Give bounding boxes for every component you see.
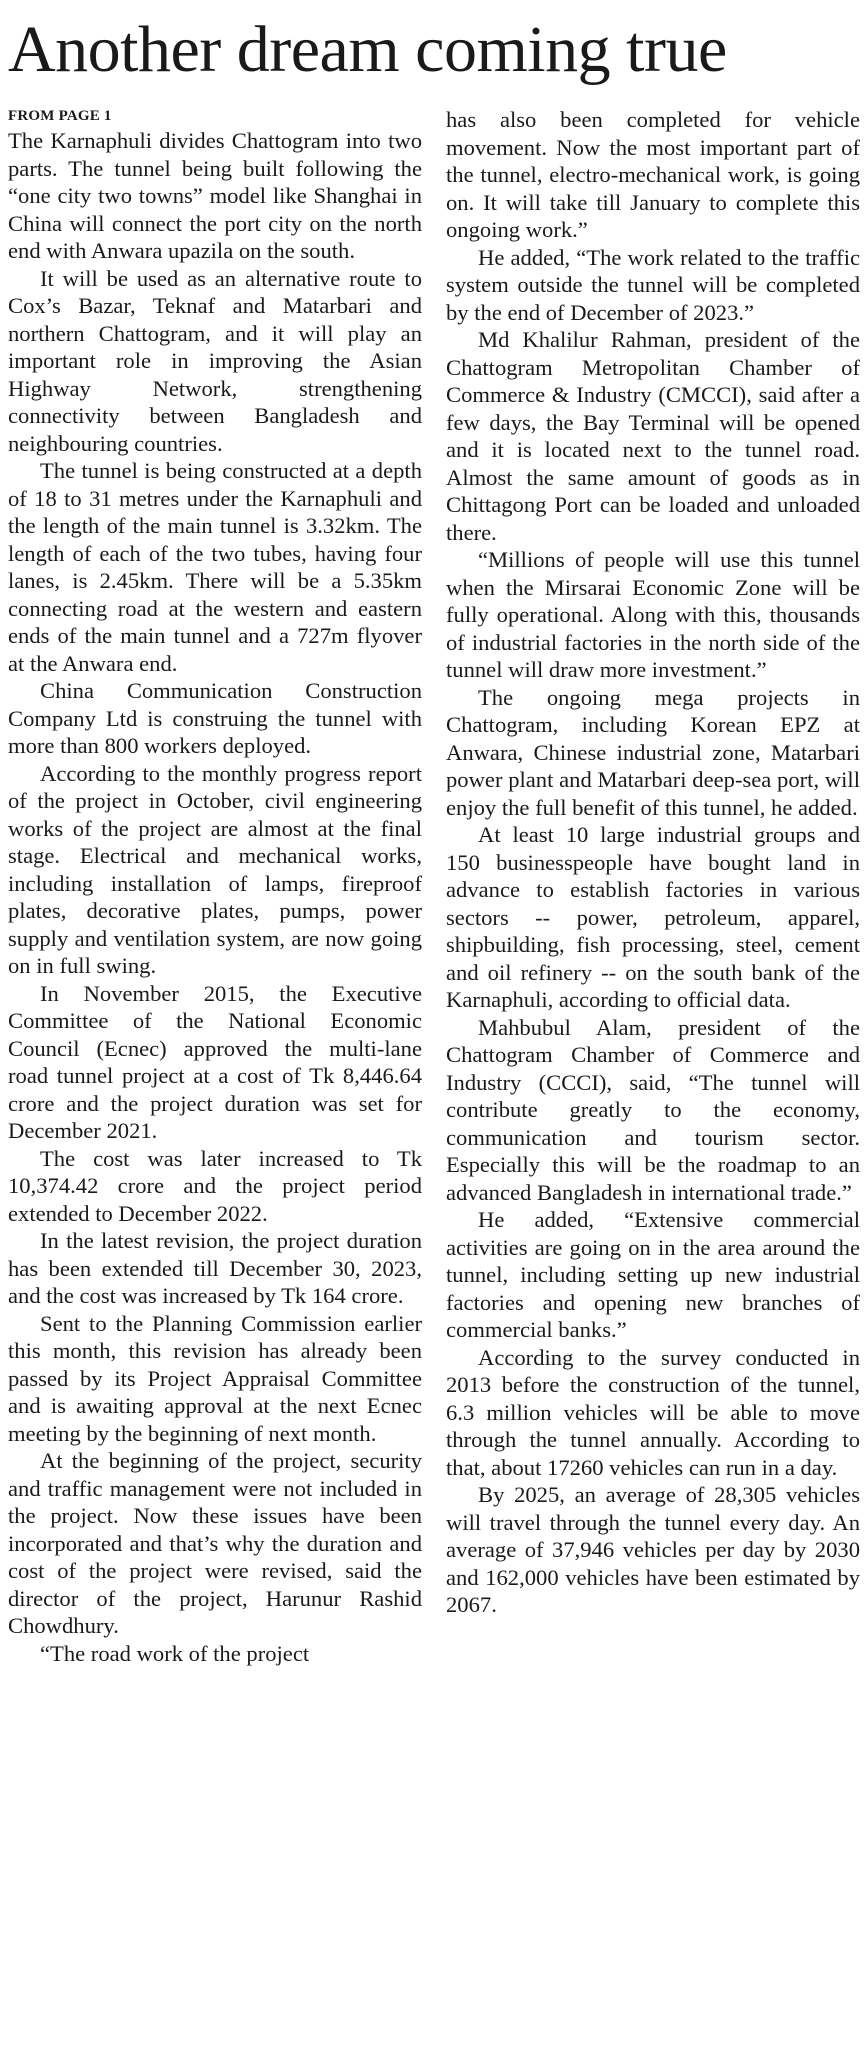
paragraph: has also been completed for vehicle movement. Now the most important part of the tunnel, electro-mechanical work, is going on. It will take till January to complete this ongoing work.” (446, 107, 860, 242)
article-column-right (446, 106, 860, 1619)
paragraph: He added, “The work related to the traffic system outside the tunnel will be completed by the end of December of 2023.” (446, 244, 860, 325)
article-column-left (8, 106, 422, 1667)
paragraph: The cost was later increased to Tk 10,374.42 crore and the project period extended to December 2022. (8, 1145, 422, 1226)
paragraph: At the beginning of the project, security and traffic management were not included in the project. Now these issues have been incorporated and that’s why the duration and cost of the project were revised, said the director of the project, Harunur Rashid Chowdhury. (8, 1448, 422, 1638)
paragraph: By 2025, an average of 28,305 vehicles will travel through the tunnel every day. An average of 37,946 vehicles per day by 2030 and 162,000 vehicles have been estimated by 2067. (446, 1482, 860, 1617)
paragraph: In November 2015, the Executive Committee of the National Economic Council (Ecnec) approved the multi-lane road tunnel project at a cost of Tk 8,446.64 crore and the project duration was set for December 2021. (8, 980, 422, 1143)
paragraph: According to the monthly progress report of the project in October, civil engineering works of the project are almost at the final stage. Electrical and mechanical works, including installation of lamps, fireproof plates, decorative plates, pumps, power supply and ventilation system, are now going on in full swing. (8, 760, 422, 978)
paragraph: Mahbubul Alam, president of the Chattogram Chamber of Commerce and Industry (CCCI), said, “The tunnel will contribute greatly to the economy, communication and tourism sector. Especially this will be the roadmap to an advanced Bangladesh in international trade.” (446, 1014, 860, 1205)
paragraph: China Communication Construction Company Ltd is construing the tunnel with more than 800 workers deployed. (8, 678, 422, 758)
paragraph: At least 10 large industrial groups and 150 businesspeople have bought land in advance to establish factories in various sectors -- power, petroleum, apparel, shipbuilding, fish processing, steel, cement and oil refinery -- on the south bank of the Karnaphuli, according to official data. (446, 822, 860, 1012)
article-body (8, 106, 860, 2040)
paragraph: “Millions of people will use this tunnel when the Mirsarai Economic Zone will be fully operational. Along with this, thousands of industrial factories in the north side of the tunnel will draw more investment.” (446, 547, 860, 682)
paragraph: The Karnaphuli divides Chattogram into two parts. The tunnel being built following the “one city two towns” model like Shanghai in China will connect the port city on the north end with Anwara upazila on the south. (8, 128, 422, 263)
paragraph: The tunnel is being constructed at a depth of 18 to 31 metres under the Karnaphuli and the length of the main tunnel is 3.32km. The length of each of the two tubes, having four lanes, is 2.45km. There will be a 5.35km connecting road at the western and eastern ends of the main tunnel and a 727m flyover at the Anwara end. (8, 458, 422, 676)
paragraph: “The road work of the project (40, 1640, 310, 1666)
headline: Another dream coming true (8, 13, 727, 86)
paragraph: It will be used as an alternative route to Cox’s Bazar, Teknaf and Matarbari and northern Chattogram, and it will play an important role in improving the Asian Highway Network, strengthening connectivity between Bangladesh and neighbouring countries. (8, 265, 422, 456)
paragraph: According to the survey conducted in 2013 before the construction of the tunnel, 6.3 million vehicles will be able to move through the tunnel annually. According to that, about 17260 vehicles can run in a day. (446, 1344, 860, 1480)
paragraph: Sent to the Planning Commission earlier this month, this revision has already been passed by its Project Appraisal Committee and is awaiting approval at the next Ecnec meeting by the beginning of next month. (8, 1310, 422, 1446)
paragraph: He added, “Extensive commercial activities are going on in the area around the tunnel, including setting up new industrial factories and opening new branches of commercial banks.” (446, 1207, 860, 1342)
continuation-kicker: FROM PAGE 1 (8, 108, 112, 124)
paragraph: In the latest revision, the project duration has been extended till December 30, 2023, and the cost was increased by Tk 164 crore. (8, 1228, 422, 1308)
paragraph: Md Khalilur Rahman, president of the Chattogram Metropolitan Chamber of Commerce & Industry (CMCCI), said after a few days, the Bay Terminal will be opened and it is located next to the tunnel road. Almost the same amount of goods as in Chittagong Port can be loaded and unloaded there. (446, 327, 860, 545)
paragraph: The ongoing mega projects in Chattogram, including Korean EPZ at Anwara, Chinese industrial zone, Matarbari power plant and Matarbari deep-sea port, will enjoy the full benefit of this tunnel, he added. (446, 684, 860, 820)
